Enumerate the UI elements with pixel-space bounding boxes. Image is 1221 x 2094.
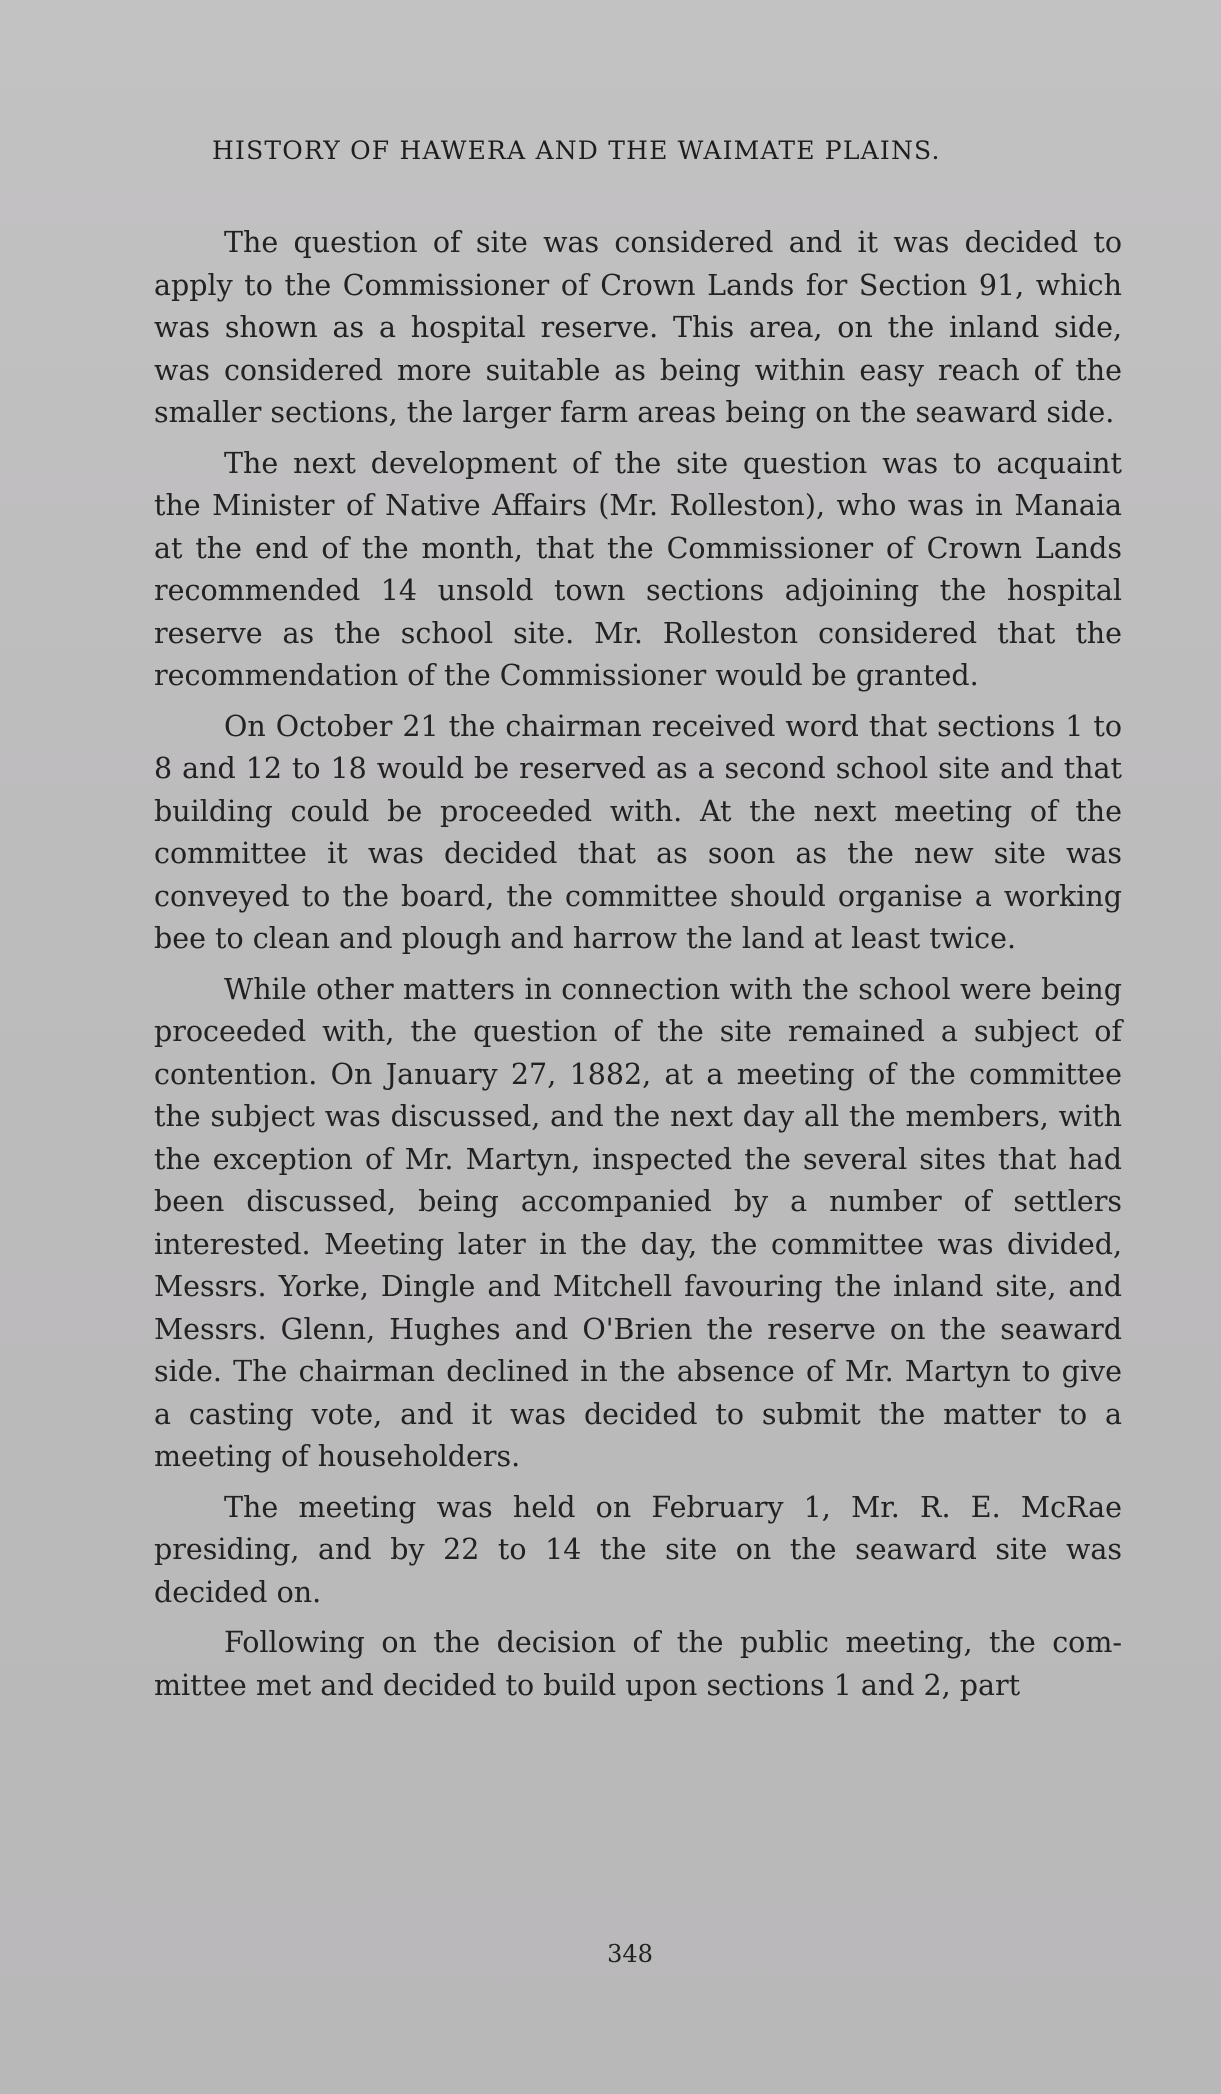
- paragraph-minister-rolleston: The next development of the site question was to acquaint the Minister of Native Affairs (Mr. Rolleston), who was in Manaia at the end of the month, that the Commissioner of Crown Lands recommended 14 unsold town sections adjoining the hospital reserve as the school site. Mr. Rolleston considered that the recommendation of the Commissioner would be granted.: [154, 446, 1122, 692]
- body-text: [154, 222, 1122, 1715]
- paragraph-site-question: The question of site was considered and it was decided to apply to the Commissioner of Crown Lands for Section 91, which was shown as a hospital reserve. This area, on the inland side, was considered more suitable as being within easy reach of the smaller sections, the larger farm areas being on the seaward side.: [154, 226, 1122, 429]
- paragraph-february-meeting: The meeting was held on February 1, Mr. R. E. McRae presiding, and by 22 to 14 the site on the seaward site was decided on.: [154, 1490, 1122, 1609]
- running-header: HISTORY OF HAWERA AND THE WAIMATE PLAINS.: [212, 136, 941, 165]
- paragraph-site-contention: While other matters in connection with the school were being proceeded with, the question of the site remained a subject of contention. On January 27, 1882, at a meeting of the committee the subject was discussed, and the next day all the members, with the exception of Mr. Martyn, inspected the several sites that had been discussed, being accompanied by a number of settlers interested. Meeting later in the day, the committee was divided, Messrs. Yorke, Dingle and Mitchell favouring the inland site, and Messrs. Glenn, Hughes and O'Brien the reserve on the seaward side. The chairman declined in the absence of Mr. Martyn to give a casting vote, and it was decided to submit the matter to a meeting of householders.: [154, 972, 1122, 1473]
- paragraph-october-21: On October 21 the chairman received word that sections 1 to 8 and 12 to 18 would be reserved as a second school site and that building could be proceeded with. At the next meeting of the committee it was decided that as soon as the new site was conveyed to the board, the committee should organise a working bee to clean and plough and harrow the land at least twice.: [154, 709, 1122, 955]
- page-number: 348: [607, 1940, 653, 1968]
- paragraph-committee-decision: Following on the decision of the public meeting, the committee met and decided to build upon sections 1 and 2, part: [154, 1626, 1122, 1702]
